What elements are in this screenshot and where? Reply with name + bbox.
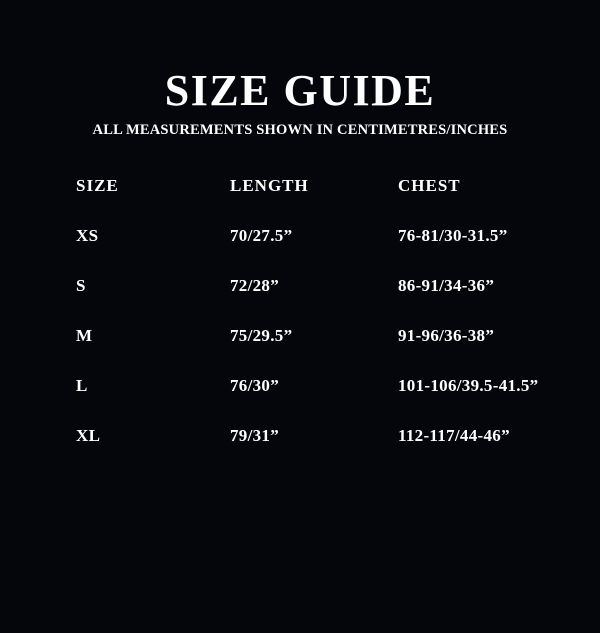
cell-chest: 112-117/44-46” <box>398 426 510 445</box>
cell-size: M <box>76 326 93 345</box>
size-guide-table <box>76 176 546 476</box>
table-row <box>76 426 546 476</box>
cell-chest: 101-106/39.5-41.5” <box>398 376 539 395</box>
cell-length: 79/31” <box>230 426 280 445</box>
cell-size: XS <box>76 226 99 245</box>
table-row <box>76 226 546 276</box>
column-header-length: LENGTH <box>230 176 309 195</box>
cell-size: XL <box>76 426 101 445</box>
cell-length: 70/27.5” <box>230 226 293 245</box>
cell-chest: 76-81/30-31.5” <box>398 226 508 245</box>
column-header-chest: CHEST <box>398 176 461 195</box>
table-header-row <box>76 176 546 226</box>
cell-chest: 86-91/34-36” <box>398 276 495 295</box>
table-row <box>76 276 546 326</box>
cell-length: 72/28” <box>230 276 280 295</box>
cell-size: S <box>76 276 86 295</box>
measurements-subtitle: ALL MEASUREMENTS SHOWN IN CENTIMETRES/INCHES <box>92 122 508 138</box>
cell-size: L <box>76 376 88 395</box>
cell-length: 76/30” <box>230 376 280 395</box>
page-title: SIZE GUIDE <box>164 66 436 115</box>
table-row <box>76 326 546 376</box>
cell-chest: 91-96/36-38” <box>398 326 495 345</box>
cell-length: 75/29.5” <box>230 326 293 345</box>
column-header-size: SIZE <box>76 176 119 195</box>
table-row <box>76 376 546 426</box>
